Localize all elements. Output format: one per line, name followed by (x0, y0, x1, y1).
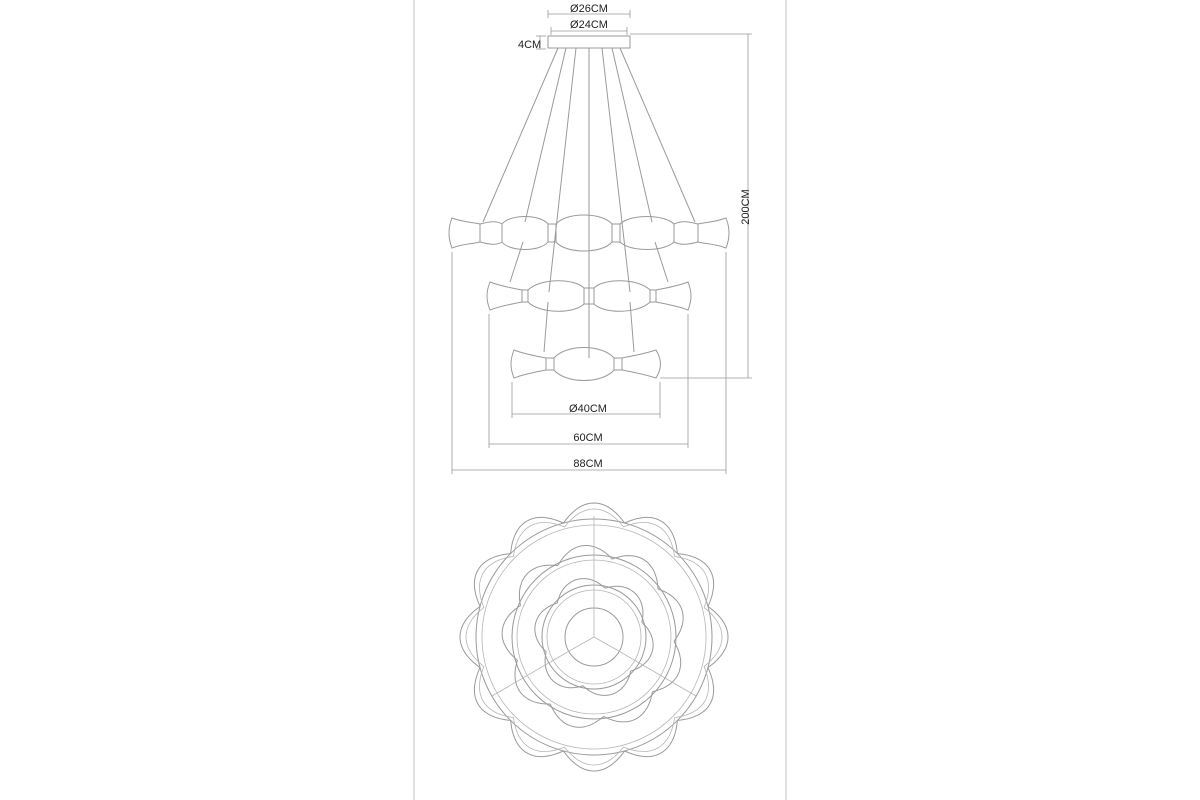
canopy-outer-diameter-label: Ø26CM (570, 3, 608, 15)
bottom-ring-diameter-label: Ø40CM (569, 403, 607, 415)
canopy-inner-diameter-label: Ø24CM (570, 19, 608, 31)
total-height-label: 200CM (740, 189, 752, 225)
plan-view (460, 503, 728, 771)
bottom-ring-elevation (511, 348, 661, 381)
canopy-height-label: 4CM (518, 39, 542, 51)
top-ring-width-label: 88CM (573, 458, 603, 470)
middle-ring-width-label: 60CM (573, 432, 603, 444)
suspension-wires (483, 48, 695, 358)
side-elevation (449, 3, 752, 474)
canopy (548, 36, 630, 48)
plan-scallop-middle (502, 546, 683, 728)
